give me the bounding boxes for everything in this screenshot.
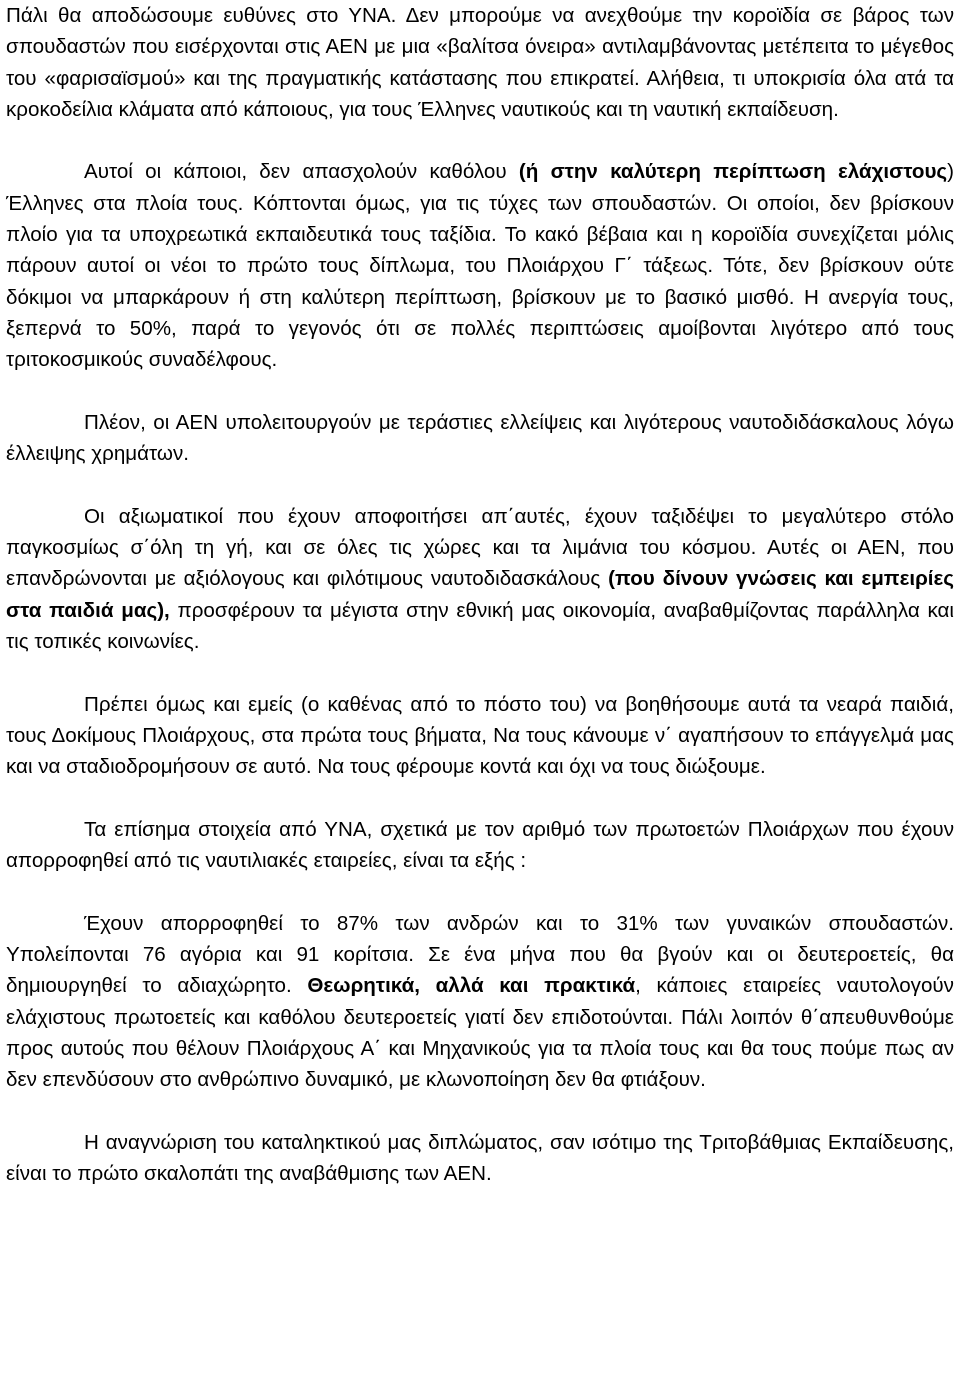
paragraph-7-text-c: , κάποιες εταιρείες ναυτολογούν ελάχιστους πρωτοετείς και καθόλου δευτεροετείς γιατί δεν επιδοτούνται. Πάλι λοιπόν θ΄απευθυνθούμε προς αυτούς που θέλουν Πλοιάρχους Α΄ και Μηχανικούς για τα πλοία τους και θα τους πούμε πως αν δεν επενδύσουν στο ανθρώπινο δυναμικό, με κλωνοποίηση δεν θα φτιάξουν. — [6, 974, 954, 1092]
paragraph-4-text-c: προσφέρουν τα μέγιστα στην εθνική μας οικονομία, αναβαθμίζοντας παράλληλα και τις τοπικές κοινωνίες. — [6, 598, 954, 653]
paragraph-2 — [6, 156, 954, 375]
paragraph-7-text-a: Έχουν απορροφηθεί το 87% των ανδρών και το 31% των γυναικών σπουδαστών. Υπολείπονται 76 αγόρια και 91 κορίτσια. Σε ένα μήνα που θα βγούν και οι δευτεροετείς, θα δημιουργηθεί το αδιαχώρητο. — [6, 911, 954, 998]
paragraph-5 — [6, 689, 954, 783]
paragraph-gap — [6, 657, 954, 688]
document-page — [6, 0, 954, 1189]
paragraph-8 — [6, 1127, 954, 1190]
paragraph-8-text: Η αναγνώριση του καταληκτικού μας διπλώματος, σαν ισότιμο της Τριτοβάθμιας Εκπαίδευσης, είναι το πρώτο σκαλοπάτι της αναβάθμισης των ΑΕΝ. — [6, 1130, 954, 1185]
paragraph-7 — [6, 908, 954, 1096]
paragraph-gap — [6, 376, 954, 407]
paragraph-gap — [6, 782, 954, 813]
paragraph-gap — [6, 469, 954, 500]
paragraph-gap — [6, 876, 954, 907]
paragraph-5-text: Πρέπει όμως και εμείς (ο καθένας από το πόστο του) να βοηθήσουμε αυτά τα νεαρά παιδιά, τους Δοκίμους Πλοιάρχους, στα πρώτα τους βήματα, Να τους κάνουμε ν΄ αγαπήσουν το επάγγελμά μας και να σταδιοδρομήσουν σε αυτό. Να τους φέρουμε κοντά και όχι να τους διώξουμε. — [6, 692, 954, 779]
paragraph-1 — [6, 0, 954, 125]
paragraph-gap — [6, 1095, 954, 1126]
paragraph-4 — [6, 501, 954, 657]
paragraph-6-text: Τα επίσημα στοιχεία από ΥΝΑ, σχετικά με τον αριθμό των πρωτοετών Πλοιάρχων που έχουν απορροφηθεί από τις ναυτιλιακές εταιρείες, είναι τα εξής : — [6, 817, 954, 873]
paragraph-gap — [6, 125, 954, 156]
paragraph-2-bold: (ή στην καλύτερη περίπτωση ελάχιστους — [518, 160, 948, 184]
paragraph-2-text-a: Αυτοί οι κάποιοι, δεν απασχολούν καθόλου — [84, 160, 519, 184]
paragraph-6 — [6, 814, 954, 877]
paragraph-4-text-a: Οι αξιωματικοί που έχουν αποφοιτήσει απ΄αυτές, έχουν ταξιδέψει το μεγαλύτερο στόλο παγκοσμίως σ΄όλη τη γή, και σε όλες τις χώρες και τα λιμάνια του κόσμου. Αυτές οι ΑΕΝ, που επανδρώνονται με αξιόλογους και φιλότιμους ναυτοδιδασκάλους — [6, 504, 954, 591]
paragraph-7-bold: Θεωρητικά, αλλά και πρακτικά — [307, 974, 636, 998]
paragraph-3 — [6, 407, 954, 470]
paragraph-4-bold: (που δίνουν γνώσεις και εμπειρίες στα παιδιά μας), — [6, 567, 955, 622]
paragraph-2-text-c: ) Έλληνες στα πλοία τους. Κόπτονται όμως, για τις τύχες των σπουδαστών. Οι οποίοι, δεν βρίσκουν πλοίο για τα υποχρεωτικά εκπαιδευτικά τους ταξίδια. Το κακό βέβαια και η κοροϊδία συνεχίζεται μόλις πάρουν αυτοί οι νέοι το πρώτο τους δίπλωμα, του Πλοιάρχου Γ΄ τάξεως. Τότε, δεν βρίσκουν ούτε δόκιμοι να μπαρκάρουν ή στη καλύτερη περίπτωση, βρίσκουν με το βασικό μισθό. Η ανεργία τους, ξεπερνά το 50%, παρά το γεγονός ότι σε πολλές περιπτώσεις αμοίβονται λιγότερο από τους τριτοκοσμικούς συναδέλφους. — [6, 160, 954, 372]
paragraph-3-text: Πλέον, οι ΑΕΝ υπολειτουργούν με τεράστιες ελλείψεις και λιγότερους ναυτοδιδάσκαλους λόγω έλλειψης χρημάτων. — [6, 410, 954, 466]
paragraph-1-text: Πάλι θα αποδώσουμε ευθύνες στο ΥΝΑ. Δεν μπορούμε να ανεχθούμε την κοροϊδία σε βάρος των σπουδαστών που εισέρχονται στις ΑΕΝ με μια «βαλίτσα όνειρα» αντιλαμβάνοντας μετέπειτα το μέγεθος του «φαρισαϊσμού» και της πραγματικής κατάστασης που επικρατεί. Αλήθεια, τι υποκρισία όλα ατά τα κροκοδείλια κλάματα από κάποιους, για τους Έλληνες ναυτικούς και τη ναυτική εκπαίδευση. — [6, 4, 954, 121]
